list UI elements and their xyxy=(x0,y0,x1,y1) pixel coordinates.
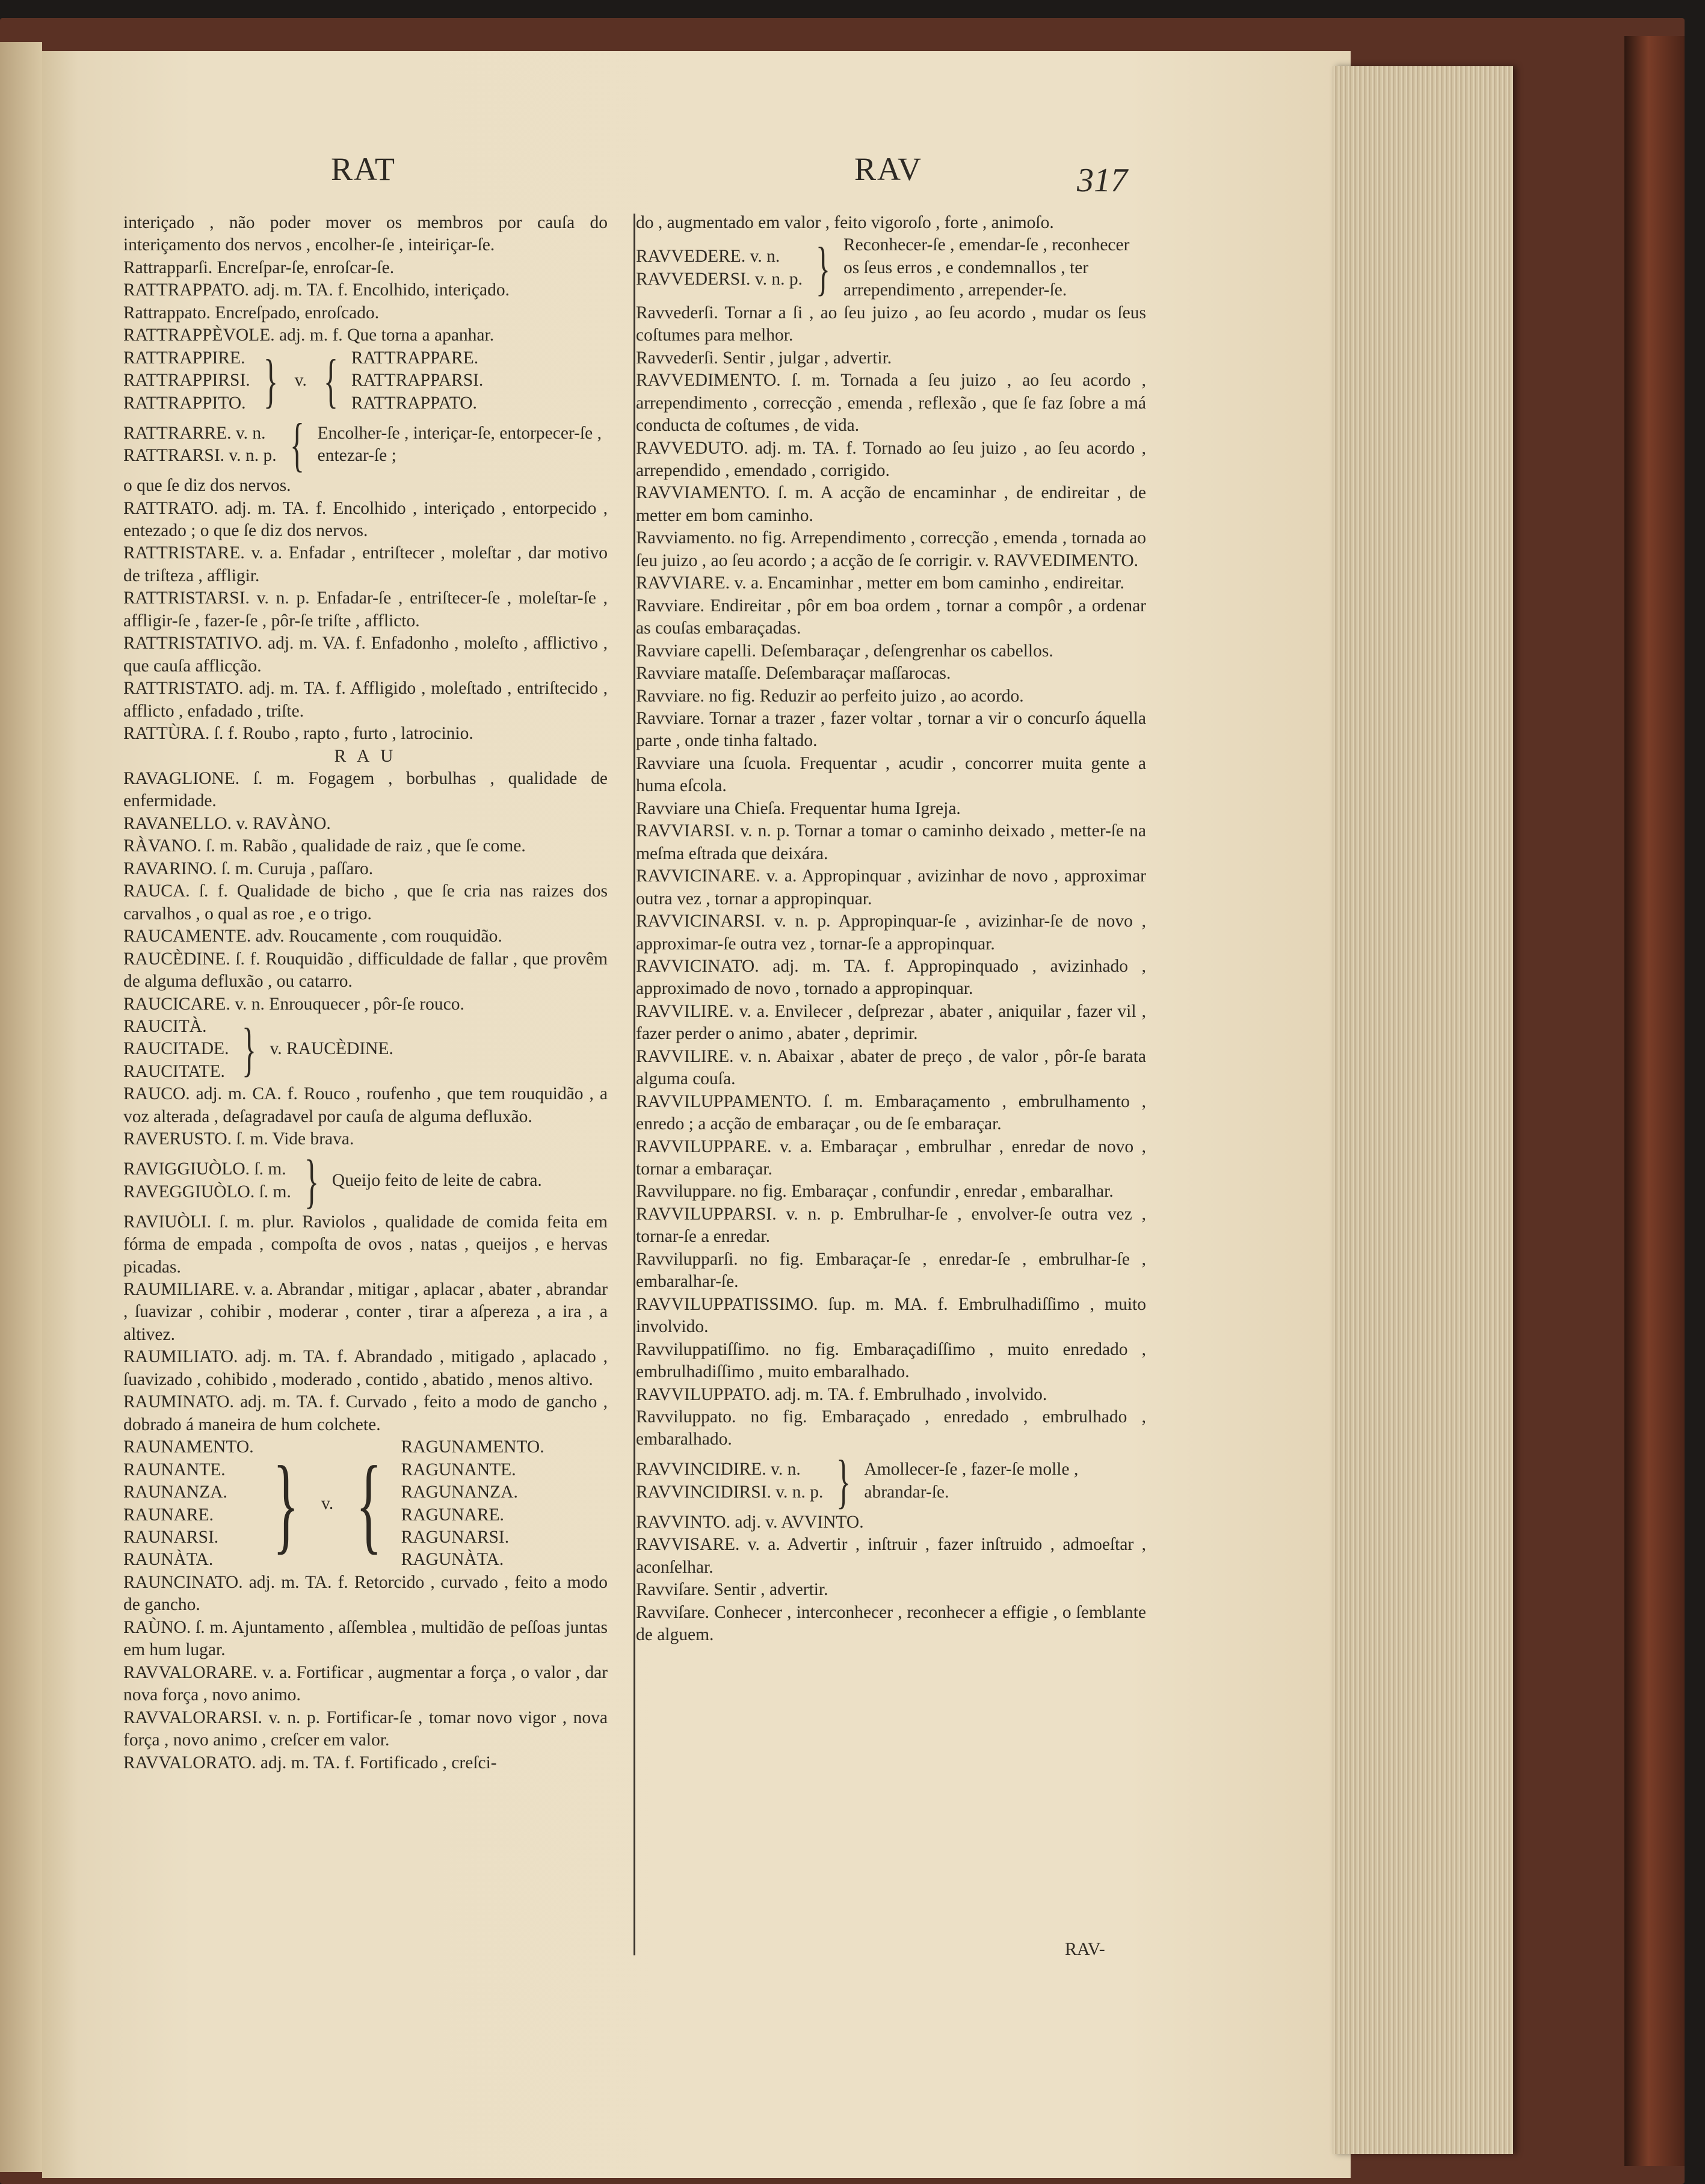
headword-list xyxy=(636,245,803,291)
brace-group xyxy=(636,1447,1146,1514)
headword: RATTRAPPATO. xyxy=(351,393,477,413)
brace: { xyxy=(289,411,304,478)
headword: RAVIGGIUÒLO. ſ. m. xyxy=(123,1159,286,1179)
entry-list xyxy=(123,1572,608,1774)
brace-group xyxy=(123,1016,608,1083)
dictionary-entry: RAVVILUPPARSI. v. n. p. Embrulhar-ſe , envolver-ſe outra vez , tornar-ſe a enredar. xyxy=(636,1204,1146,1247)
headword: RAVVEDERSI. v. n. p. xyxy=(636,269,803,289)
dictionary-entry: Ravviamento. no fig. Arrependimento , correcção , emenda , tornada ao ſeu juizo , ao ſeu acordo ; a acção de ſe corrigir. v. RAVVEDIMENTO. xyxy=(636,528,1146,570)
definition: v. RAUCÈDINE. xyxy=(270,1039,393,1059)
dictionary-entry: RATTRISTATIVO. adj. m. VA. f. Enfadonho , moleſto , afflictivo , que cauſa afflicção. xyxy=(123,634,608,676)
headword: RAVVINCIDIRSI. v. n. p. xyxy=(636,1482,824,1502)
entry-list xyxy=(636,302,1146,1451)
dictionary-entry: RATTRISTARE. v. a. Enfadar , entriſtecer , moleſtar , dar motivo de triſteza , affligir. xyxy=(123,543,608,585)
brace: } xyxy=(242,1016,257,1083)
entry-list xyxy=(123,1083,608,1150)
dictionary-entry: RATTRAPPATO. adj. m. TA. f. Encolhido, interiçado. xyxy=(123,280,510,300)
dictionary-entry: RAVIUÒLI. ſ. m. plur. Raviolos , qualidade de comida feita em fórma de empada , compoſta de ovos , natas , queijos , e hervas picadas. xyxy=(123,1212,608,1277)
headword-list xyxy=(123,1016,229,1083)
headword: RATTRAPPIRSI. xyxy=(123,371,250,390)
section-heading: R A U xyxy=(334,746,397,766)
brace: } xyxy=(273,1443,299,1564)
dictionary-entry: Ravviare mataſſe. Deſembaraçar maſſarocas. xyxy=(636,664,951,683)
dictionary-entry: Ravviare. no fig. Reduzir ao perfeito juizo , ao acordo. xyxy=(636,686,1024,706)
dictionary-entry: RAVVALORARSI. v. n. p. Fortificar-ſe , tomar novo vigor , nova força , novo animo , creſcer em valor. xyxy=(123,1707,608,1750)
dictionary-entry: RATTÙRA. ſ. f. Roubo , rapto , furto , latrocinio. xyxy=(123,724,473,744)
catchword: RAV- xyxy=(1065,1939,1105,1959)
headword-list xyxy=(636,1458,823,1504)
dictionary-entry: Ravviare. Tornar a trazer , fazer voltar , tornar a vir o concurſo áquella parte , onde tinha faltado. xyxy=(636,708,1146,751)
see-reference: v. xyxy=(321,1493,334,1513)
brace-group xyxy=(636,234,1146,301)
headword-list xyxy=(123,422,277,467)
dictionary-entry: RAUCO. adj. m. CA. f. Rouco , roufenho , que tem rouquidão , a voz alterada , deſagradavel por cauſa de alguma defluxão. xyxy=(123,1084,608,1126)
brace-group xyxy=(123,411,608,478)
dictionary-entry: Ravviſare. Conhecer , interconhecer , reconhecer a effigie , o ſemblante de alguem. xyxy=(636,1602,1146,1645)
left-column xyxy=(123,212,608,1774)
dictionary-entry: RAVVICINARSI. v. n. p. Appropinquar-ſe , avizinhar-ſe de novo , approximar-ſe outra vez , tornar-ſe a appropinquar. xyxy=(636,912,1146,954)
dictionary-entry: RAVVILUPPAMENTO. ſ. m. Embaraçamento , embrulhamento , enredo ; a acção de embaraçar , ou de ſe embaraçar. xyxy=(636,1091,1146,1134)
dictionary-entry: RAUMILIARE. v. a. Abrandar , mitigar , aplacar , abater , abrandar , ſuavizar , cohibir , moderar , conter , tirar a aſpereza , a ira , a altivez. xyxy=(123,1280,608,1344)
dictionary-entry: RATTRAPPÈVOLE. adj. m. f. Que torna a apanhar. xyxy=(123,325,495,345)
previous-page-edge xyxy=(0,42,42,2172)
dictionary-entry: RAVARINO. ſ. m. Curuja , paſſaro. xyxy=(123,859,374,878)
headword: RAGUNAMENTO. xyxy=(401,1437,544,1457)
dictionary-entry: Ravviluppato. no fig. Embaraçado , enredado , embrulhado , embaralhado. xyxy=(636,1407,1146,1449)
dictionary-entry: interiçado , não poder mover os membros por cauſa do interiçamento dos nervos , encolher-ſe , inteiriçar-ſe. xyxy=(123,213,608,255)
headword-list xyxy=(123,1436,254,1572)
dictionary-entry: Ravvilupparſi. no fig. Embaraçar-ſe , enredar-ſe , embrulhar-ſe , embaralhar-ſe. xyxy=(636,1249,1146,1292)
entry-list xyxy=(123,475,608,745)
headword: RATTRARRE. v. n. xyxy=(123,423,266,443)
headword: RATTRAPPARSI. xyxy=(351,371,484,390)
dictionary-entry: RAVVIAMENTO. ſ. m. A acção de encaminhar , de endireitar , de metter em bom caminho. xyxy=(636,483,1146,525)
dictionary-entry: RAVVINTO. adj. v. AVVINTO. xyxy=(636,1512,864,1532)
headword: RAGUNÀTA. xyxy=(401,1550,504,1570)
dictionary-entry: RAUCA. ſ. f. Qualidade de bicho , que ſe cria nas raizes dos carvalhos , o qual as roe , e o trigo. xyxy=(123,881,608,924)
dictionary-entry: Ravviare capelli. Deſembaraçar , deſengrenhar os cabellos. xyxy=(636,641,1053,661)
see-reference: v. xyxy=(294,371,307,390)
entry-list xyxy=(123,1211,608,1437)
headword: RATTRAPPIRE. xyxy=(123,348,245,368)
headword: RAUNANTE. xyxy=(123,1460,226,1479)
brace: { xyxy=(323,347,338,414)
dictionary-entry: RAVVEDIMENTO. ſ. m. Tornada a ſeu juizo , ao ſeu acordo , arrependimento , correcção , emenda , reflexão , que ſe faz ſobre a má conducta de coſtumes , de vida. xyxy=(636,371,1146,436)
running-head-right: RAV xyxy=(854,151,923,187)
headword-list xyxy=(123,1158,291,1203)
dictionary-entry: RAVVICINATO. adj. m. TA. f. Appropinquado , avizinhado , approximado de novo , tornado a appropinquar. xyxy=(636,956,1146,999)
dictionary-entry: RAUCICARE. v. n. Enrouquecer , pôr-ſe rouco. xyxy=(123,994,464,1014)
headword: RAUCITÀ. xyxy=(123,1016,207,1036)
headword-list xyxy=(401,1436,544,1572)
dictionary-entry: RAVAGLIONE. ſ. m. Fogagem , borbulhas , qualidade de enfermidade. xyxy=(123,768,608,811)
headword: RAGUNANTE. xyxy=(401,1460,516,1479)
page-number: 317 xyxy=(1077,162,1127,199)
dictionary-entry: Ravviare una ſcuola. Frequentar , acudir , concorrer muita gente a huma eſcola. xyxy=(636,753,1146,796)
headword: RAVEGGIUÒLO. ſ. m. xyxy=(123,1182,291,1202)
column-divider xyxy=(634,214,635,1955)
dictionary-entry: RATTRISTATO. adj. m. TA. f. Affligido , moleſtado , entriſtecido , afflicto , enfadado , triſte. xyxy=(123,679,608,721)
entry-list xyxy=(636,1511,1146,1647)
dictionary-entry: RAÙNO. ſ. m. Ajuntamento , aſſemblea , multidão de peſſoas juntas em hum lugar. xyxy=(123,1617,608,1660)
book-spine xyxy=(1624,36,1685,2166)
headword: RATTRARSI. v. n. p. xyxy=(123,446,277,466)
headword: RAGUNANZA. xyxy=(401,1482,518,1502)
dictionary-entry: RAVVICINARE. v. a. Appropinquar , avizinhar de novo , approximar outra vez , tornar a appropinquar. xyxy=(636,866,1146,908)
dictionary-entry: RÀVANO. ſ. m. Rabão , qualidade de raiz , que ſe come. xyxy=(123,836,526,856)
headword: RAVVINCIDIRE. v. n. xyxy=(636,1460,801,1479)
dictionary-entry: RAVVIARE. v. a. Encaminhar , metter em bom caminho , endireitar. xyxy=(636,573,1124,593)
dictionary-entry: Rattrappato. Encreſpado, enroſcado. xyxy=(123,303,380,322)
dictionary-entry: Ravviluppatiſſimo. no fig. Embaraçadiſſimo , muito enredado , embrulhadiſſimo , muito embaralhado. xyxy=(636,1339,1146,1382)
dictionary-entry: RAVVIARSI. v. n. p. Tornar a tomar o caminho deixado , metter-ſe na meſma eſtrada que deixára. xyxy=(636,821,1146,863)
dictionary-entry: RAVVILIRE. v. n. Abaixar , abater de preço , de valor , pôr-ſe barata alguma couſa. xyxy=(636,1046,1146,1089)
dictionary-entry: RAUNCINATO. adj. m. TA. f. Retorcido , curvado , feito a modo de gancho. xyxy=(123,1572,608,1615)
headword: RATTRAPPITO. xyxy=(123,393,246,413)
right-column xyxy=(636,212,1146,1647)
dictionary-entry: Ravvederſi. Sentir , julgar , advertir. xyxy=(636,348,892,368)
headword: RAUNARSI. xyxy=(123,1528,219,1547)
headword-list xyxy=(351,347,483,415)
dictionary-entry: RAVVALORATO. adj. m. TA. f. Fortificado , creſci- xyxy=(123,1753,497,1772)
dictionary-entry: Ravviluppare. no fig. Embaraçar , confundir , enredar , embaralhar. xyxy=(636,1182,1114,1202)
dictionary-entry: RAUMINATO. adj. m. TA. f. Curvado , feito a modo de gancho , dobrado á maneira de hum colchete. xyxy=(123,1392,608,1434)
dictionary-entry: RATTRISTARSI. v. n. p. Enfadar-ſe , entriſtecer-ſe , moleſtar-ſe , affligir-ſe , fazer-ſe , pôr-ſe triſte , afflicto. xyxy=(123,588,608,631)
headword: RAUNARE. xyxy=(123,1505,214,1525)
dictionary-entry: RATTRATO. adj. m. TA. f. Encolhido , interiçado , entorpecido , entezado ; o que ſe diz dos nervos. xyxy=(123,498,608,540)
dictionary-entry: RAVVEDUTO. adj. m. TA. f. Tornado ao ſeu juizo , ao ſeu acordo , arrependido , emendado , corrigido. xyxy=(636,438,1146,480)
dictionary-entry: RAUMILIATO. adj. m. TA. f. Abrandado , mitigado , aplacado , ſuavizado , cohibido , moderado , contido , abatido , menos altivo. xyxy=(123,1347,608,1389)
headword: RAUCITADE. xyxy=(123,1039,229,1059)
headword: RATTRAPPARE. xyxy=(351,348,479,368)
headword: RAUNÀTA. xyxy=(123,1550,214,1570)
entry-list xyxy=(123,768,608,1016)
dictionary-entry: RAVERUSTO. ſ. m. Vide brava. xyxy=(123,1129,354,1149)
brace-group xyxy=(123,1147,608,1214)
dictionary-entry: RAVANELLO. v. RAVÀNO. xyxy=(123,813,331,833)
headword: RAGUNARE. xyxy=(401,1505,504,1525)
brace: { xyxy=(356,1443,383,1564)
dictionary-entry: Ravviſare. Sentir , advertir. xyxy=(636,1580,828,1600)
definition: Amollecer-ſe , fazer-ſe molle , abrandar-ſe. xyxy=(864,1460,1079,1502)
dictionary-entry: RAUCÈDINE. ſ. f. Rouquidão , difficuldade de fallar , que provêm de alguma defluxão , ou catarro. xyxy=(123,949,608,992)
headword: RAUNANZA. xyxy=(123,1482,227,1502)
dictionary-entry: Ravviare. Endireitar , pôr em boa ordem , tornar a compôr , a ordenar as couſas embaraçadas. xyxy=(636,596,1146,638)
dictionary-entry: Ravvederſi. Tornar a ſi , ao ſeu juizo , ao ſeu acordo , mudar os ſeus coſtumes para melhor. xyxy=(636,303,1146,345)
dictionary-entry: RAVVILUPPATO. adj. m. TA. f. Embrulhado , involvido. xyxy=(636,1384,1047,1404)
headword: RAVVEDERE. v. n. xyxy=(636,247,780,267)
brace: } xyxy=(263,347,278,414)
dictionary-entry: RAUCAMENTE. adv. Roucamente , com rouquidão. xyxy=(123,927,502,946)
brace: } xyxy=(836,1447,851,1514)
page-block-edges xyxy=(1333,66,1513,2154)
entry-list xyxy=(636,212,1146,234)
entry-list xyxy=(123,212,608,347)
dictionary-entry: RAVVILUPPARE. v. a. Embaraçar , embrulhar , enredar de novo , tornar a embaraçar. xyxy=(636,1137,1146,1179)
dictionary-entry: RAVVISARE. v. a. Advertir , inſtruir , fazer inſtruido , admoeſtar , aconſelhar. xyxy=(636,1535,1146,1577)
dictionary-entry: do , augmentado em valor , feito vigoroſo , forte , animoſo. xyxy=(636,213,1054,232)
headword: RAGUNARSI. xyxy=(401,1528,510,1547)
brace: } xyxy=(304,1147,319,1214)
dictionary-entry: Ravviare una Chieſa. Frequentar huma Igreja. xyxy=(636,798,961,818)
dictionary-entry: o que ſe diz dos nervos. xyxy=(123,476,291,496)
brace-group xyxy=(123,1436,608,1572)
brace: } xyxy=(816,234,830,301)
dictionary-entry: Rattrapparſi. Encreſpar-ſe, enroſcar-ſe. xyxy=(123,258,395,277)
running-head-left: RAT xyxy=(331,151,396,187)
headword: RAUCITATE. xyxy=(123,1061,225,1081)
dictionary-entry: RAVVILUPPATISSIMO. ſup. m. MA. f. Embrulhadiſſimo , muito involvido. xyxy=(636,1294,1146,1337)
dictionary-entry: RAVVILIRE. v. a. Envilecer , deſprezar , abater , aniquilar , fazer vil , fazer perder o animo , abater , deprimir. xyxy=(636,1001,1146,1044)
headword: RAUNAMENTO. xyxy=(123,1437,254,1457)
definition: Reconhecer-ſe , emendar-ſe , reconhecer os ſeus erros , e condemnallos , ter arrependimento , arrepender-ſe. xyxy=(843,235,1130,300)
headword-list xyxy=(123,347,250,415)
brace-group xyxy=(123,347,608,415)
dictionary-entry: RAVVALORARE. v. a. Fortificar , augmentar a força , o valor , dar nova força , novo animo. xyxy=(123,1662,608,1705)
definition: Queijo feito de leite de cabra. xyxy=(331,1170,542,1190)
definition: Encolher-ſe , interiçar-ſe, entorpecer-ſe , entezar-ſe ; xyxy=(317,423,602,466)
